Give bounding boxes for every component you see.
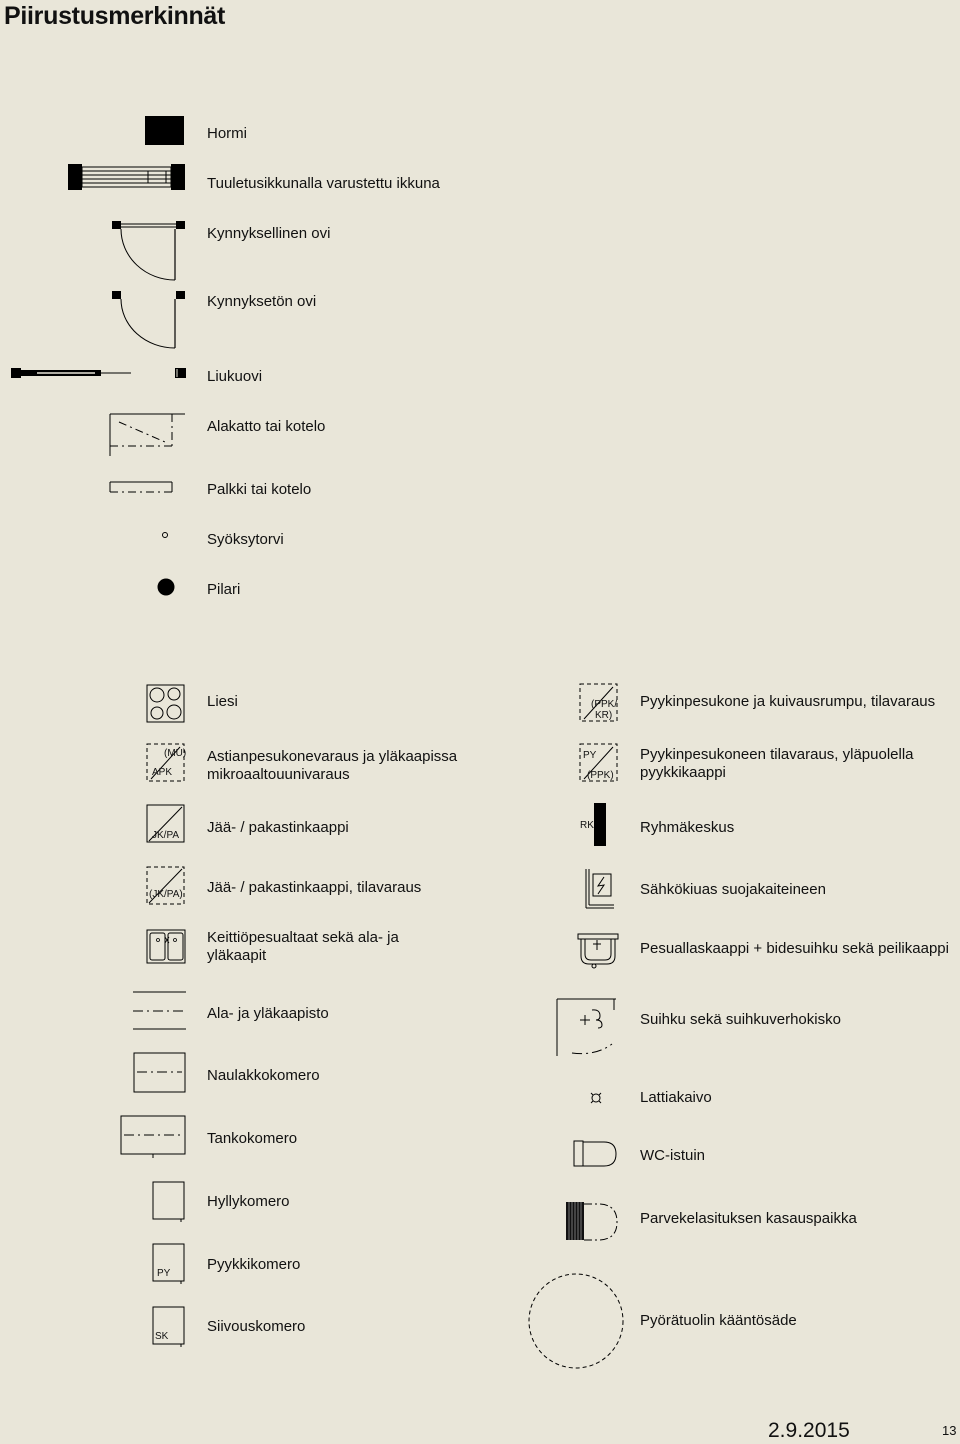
code-py: PY (583, 750, 597, 761)
chimney-symbol (145, 116, 185, 146)
label-distribution-board: Ryhmäkeskus (640, 819, 735, 836)
floor-drain-symbol (589, 1091, 603, 1105)
distribution-board-symbol (579, 803, 609, 847)
label-lowered-ceiling: Alakatto tai kotelo (207, 418, 326, 435)
shelf-closet-symbol (152, 1181, 188, 1223)
label-rod-closet: Tankokomero (207, 1130, 298, 1147)
cleaning-closet-symbol (152, 1306, 188, 1348)
label-wheelchair-turning: Pyörätuolin kääntösäde (640, 1312, 797, 1329)
fridge-freezer-reservation-symbol (146, 866, 188, 908)
shower-symbol (556, 996, 618, 1060)
sliding-door-symbol (11, 366, 187, 380)
footer-date: 2.9.2015 (768, 1419, 850, 1442)
label-pillar: Pilari (207, 581, 241, 598)
rod-closet-symbol (120, 1115, 188, 1159)
label-downpipe: Syöksytorvi (207, 531, 284, 548)
label-wc-seat: WC-istuin (640, 1147, 706, 1164)
code-mu: (MU) (164, 748, 187, 759)
code-ppk: (PPK/ (591, 699, 618, 710)
page-title: Piirustusmerkinnät (4, 2, 226, 30)
code-jkpa: JK/PA (152, 830, 180, 841)
door-without-threshold-symbol (112, 290, 187, 350)
label-floor-drain: Lattiakaivo (640, 1089, 712, 1106)
code-jkpa-res: (JK/PA) (149, 889, 183, 900)
label-kitchen-sink: Keittiöpesualtaat sekä ala- ja yläkaapit (207, 929, 399, 964)
pillar-symbol (156, 577, 176, 597)
label-beam: Palkki tai kotelo (207, 481, 312, 498)
label-laundry-closet: Pyykkikomero (207, 1256, 301, 1273)
code-kr: KR) (595, 710, 613, 721)
label-washbasin-bidet: Pesuallaskaappi + bidesuihku sekä peilikaappi (640, 940, 949, 957)
label-shower: Suihku sekä suihkuverhokisko (640, 1011, 841, 1028)
coat-closet-symbol (133, 1052, 188, 1094)
cabinets-symbol (132, 990, 188, 1032)
label-shelf-closet: Hyllykomero (207, 1193, 290, 1210)
label-hormi: Hormi (207, 125, 247, 142)
balcony-glazing-stack-symbol (564, 1200, 620, 1244)
label-door-threshold: Kynnyksellinen ovi (207, 225, 331, 242)
label-fridge-freezer-reservation: Jää- / pakastinkaappi, tilavaraus (207, 879, 422, 896)
label-coat-closet: Naulakkokomero (207, 1067, 320, 1084)
code-rk: RK (580, 820, 594, 831)
downpipe-symbol (160, 530, 170, 540)
label-sauna-stove: Sähkökiuas suojakaiteineen (640, 881, 826, 898)
label-dishwasher-microwave: Astianpesukonevaraus ja yläkaapissa mikroaaltouunivaraus (207, 748, 458, 783)
stove-symbol (146, 684, 186, 724)
fridge-freezer-symbol (146, 804, 188, 846)
door-with-threshold-symbol (112, 220, 187, 282)
washbasin-bidet-mirror-symbol (577, 930, 621, 970)
vent-window-symbol (68, 162, 186, 192)
label-washer-laundry-cabinet: Pyykinpesukoneen tilavaraus, yläpuolella pyykkikaappi (640, 746, 914, 781)
label-washer-dryer: Pyykinpesukone ja kuivausrumpu, tilavaraus (640, 693, 936, 710)
label-fridge-freezer: Jää- / pakastinkaappi (207, 819, 349, 836)
washer-dryer-symbol (579, 683, 621, 725)
label-door-no-threshold: Kynnyksetön ovi (207, 293, 317, 310)
code-sk: SK (155, 1331, 169, 1342)
wheelchair-turning-circle-symbol (525, 1272, 627, 1372)
label-balcony-glazing: Parvekelasituksen kasauspaikka (640, 1210, 857, 1227)
label-cabinets: Ala- ja yläkaapisto (207, 1005, 329, 1022)
page-number: 13 (942, 1423, 957, 1438)
beam-symbol (109, 480, 175, 496)
dishwasher-microwave-symbol (146, 743, 188, 785)
washer-laundry-cabinet-symbol (579, 743, 621, 785)
kitchen-sink-symbol (146, 929, 188, 965)
code-ppk2: (PPK) (587, 770, 614, 781)
code-py-closet: PY (157, 1268, 171, 1279)
label-vent-window: Tuuletusikkunalla varustettu ikkuna (207, 175, 440, 192)
laundry-closet-symbol (152, 1243, 188, 1285)
label-stove: Liesi (207, 693, 238, 710)
label-sliding-door: Liukuovi (207, 368, 263, 385)
lowered-ceiling-symbol (109, 412, 187, 458)
label-cleaning-closet: Siivouskomero (207, 1318, 306, 1335)
wc-seat-symbol (573, 1139, 619, 1169)
sauna-stove-symbol (585, 868, 615, 910)
code-apk: APK (152, 767, 173, 778)
